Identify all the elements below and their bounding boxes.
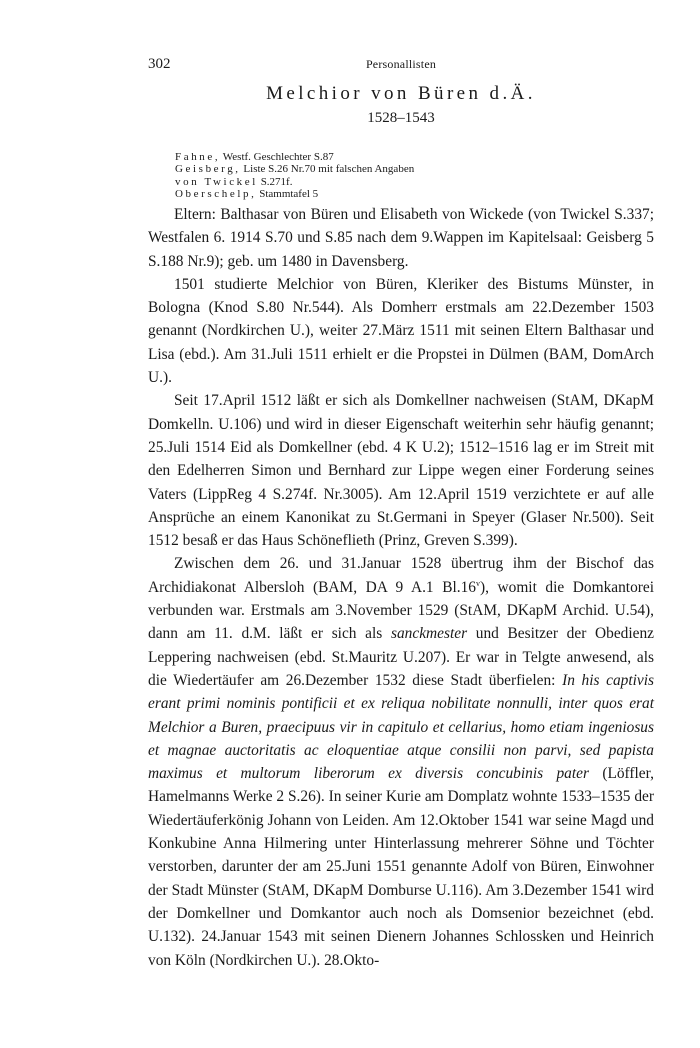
bibliography-reference: S.271f. [257,175,293,188]
text-run: ), womit die Domkantorei verbunden war. Erstmals am 3.November 1529 (StAM, DKapM Archid. U.54), dann am 11. d.M. läßt er sich als [148,578,654,643]
bibliography-reference: Stammtafel 5 [256,188,319,201]
bibliography-reference: Liste S.26 Nr.70 mit falschen Angaben [240,163,415,176]
entry-dates: 1528–1543 [367,110,435,126]
bibliography-item [175,163,635,175]
page-number: 302 [148,56,171,72]
bibliography-author: von Twickel [175,175,258,188]
paragraph-archidiakonat [148,552,654,971]
bibliography-author: Geisberg, [175,163,241,176]
bibliography-item [175,176,635,188]
paragraph-parents: Eltern: Balthasar von Büren und Elisabeth von Wickede (von Twickel S.337; Westfalen 6. 1914 S.70 und S.85 nach dem 9.Wappen im Kapitelsaal: Geisberg 5 S.188 Nr.9); geb. um 1480 in Davensberg. [148,206,654,270]
text-run: Zwischen dem 26. und 31.Januar 1528 übertrug ihm der Bischof das Archidiakonat Albersloh (BAM, DA 9 A.1 Bl.16 [148,555,654,596]
paragraph-studies: 1501 studierte Melchior von Büren, Kleriker des Bistums Münster, in Bologna (Knod S.80 Nr.544). Als Domherr erstmals am 22.Dezember 1503 genannt (Nordkirchen U.), weiter 27.März 1511 mit seinen Eltern Balthasar und Lisa (ebd.). Am 31.Juli 1511 erhielt er die Propstei in Dülmen (BAM, DomArch U.). [148,275,654,387]
text-run: und Besitzer der Obedienz Leppering nachweisen (ebd. St.Mauritz U.207). Er war in Telgte anwesend, als die Wiedertäufer am 26.Dezember 1532 diese Stadt überfielen: [148,625,654,689]
italic-term: sanckmester [390,625,468,643]
body-text [148,203,654,972]
bibliography-item [175,188,635,200]
bibliography-author: Fahne, [175,151,221,163]
text-run: (Löffler, Hamelmanns Werke 2 S.26). In seiner Kurie am Domplatz wohnte 1533–1535 der Wiedertäuferkönig Johann von Leiden. Am 12.Oktober 1541 war seine Magd und Konkubine Anna Hilmering unter Hinterlassung mehrerer Söhne und Töchter verstorben, darunter der am 25.Juni 1551 genannte Adolf von Büren, Einwohner der Stadt Münster (StAM, DKapM Domburse U.116). Am 3.Dezember 1541 wird der Domkellner und Domkantor auch noch als Domsenior bezeichnet (ebd. U.132). 24.Januar 1543 mit seinen Dienern Johannes Schlossken und Heinrich von Köln (Nordkirchen U.). 28.Okto- [148,765,654,969]
running-title: Personallisten [365,57,437,71]
bibliography-item [175,151,635,163]
entry-name: Melchior von Büren d.Ä. [266,83,536,104]
running-head [148,56,654,76]
bibliography-reference: Westf. Geschlechter S.87 [220,151,334,163]
bibliography-author: Oberschelp, [175,188,257,201]
latin-quotation: In his captivis erant primi nominis pontificii et ex reliqua nobilitate nonnulli, inter quos erat Melchior a Buren, praecipuus vir in capitulo et cellarius, homo etiam ingeniosus et magnae auctoritatis ac eloquentiae atque consilii non parvi, sed papista maximus et multorum liberorum ex diversis concubinis pater [148,671,654,783]
entry-heading [148,82,654,128]
bibliography-list [175,151,635,201]
paragraph-domkellner: Seit 17.April 1512 läßt er sich als Domkellner nachweisen (StAM, DKapM Domkelln. U.106) und wird in dieser Eigenschaft weiterhin sehr häufig genannt; 25.Juli 1514 Eid als Domkellner (ebd. 4 K U.2); 1512–1516 lag er im Streit mit den Edelherren Simon und Bernhard zur Lippe wegen einer Forderung seines Vaters (LippReg 4 S.274f. Nr.3005). Am 12.April 1519 verzichtete er auf alle Ansprüche an einem Kanonikat zu St.Germani in Speyer (Glaser Nr.500). Seit 1512 besaß er das Haus Schöneflieth (Prinz, Greven S.399). [148,392,654,550]
superscript: v [475,578,480,588]
